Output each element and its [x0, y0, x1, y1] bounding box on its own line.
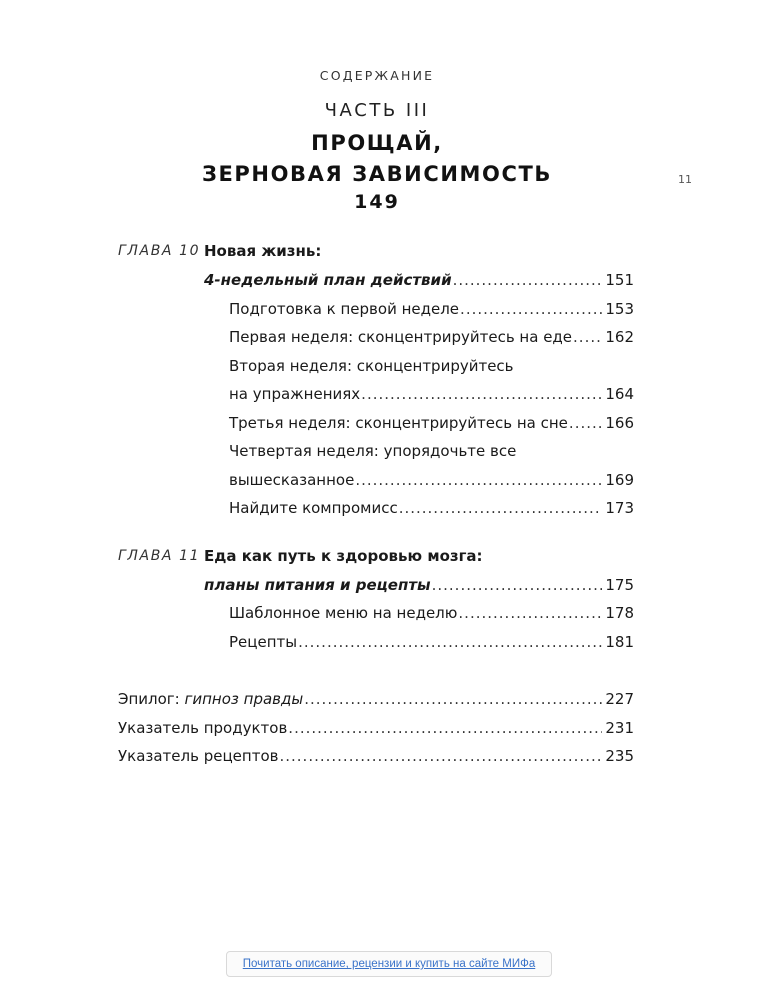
- chapter-10-heading[interactable]: [118, 237, 634, 266]
- section-title: вышесказанное: [229, 471, 355, 489]
- page-ref: 151: [605, 271, 634, 289]
- dot-leader: [304, 685, 602, 714]
- section-title: Третья неделя: сконцентрируйтесь на сне: [229, 414, 568, 432]
- page-ref: 169: [605, 471, 634, 489]
- page-ref: 178: [605, 604, 634, 622]
- section-title: Подготовка к первой неделе: [229, 300, 460, 318]
- dot-leader: [458, 599, 602, 628]
- toc-entry[interactable]: [118, 599, 634, 628]
- page-number: 11: [678, 173, 692, 186]
- toc-entry[interactable]: [118, 571, 634, 600]
- part-title-line-1: ПРОЩАЙ,: [311, 131, 443, 155]
- dot-leader: [573, 323, 602, 352]
- section-title: на упражнениях: [229, 385, 361, 403]
- chapter-label: ГЛАВА 10: [118, 243, 201, 259]
- toc-entry[interactable]: [118, 409, 634, 438]
- entry-title: [118, 685, 303, 714]
- chapter-subtitle: планы питания и рецепты: [204, 576, 431, 594]
- toc-entry[interactable]: [118, 266, 634, 295]
- toc-entry[interactable]: [118, 628, 634, 657]
- dot-leader: [288, 714, 602, 743]
- entry-prefix: Эпилог:: [118, 690, 185, 708]
- entry-title-italic: гипноз правды: [184, 690, 304, 708]
- entry-title: Указатель продуктов: [118, 719, 288, 737]
- section-title: Первая неделя: сконцентрируйтесь на еде: [229, 328, 573, 346]
- toc-entry[interactable]: [118, 494, 634, 523]
- page-ref: 164: [605, 385, 634, 403]
- dot-leader: [279, 742, 602, 771]
- dot-leader: [361, 380, 602, 409]
- running-head: СОДЕРЖАНИЕ: [319, 68, 435, 83]
- entry-title: Указатель рецептов: [118, 747, 279, 765]
- chapter-11-heading[interactable]: [118, 542, 634, 571]
- chapter-subtitle: 4-недельный план действий: [204, 271, 452, 289]
- toc-entry-line[interactable]: [118, 437, 634, 466]
- toc-entry-line[interactable]: [118, 352, 634, 381]
- page-ref: 173: [605, 499, 634, 517]
- section-title: Рецепты: [229, 633, 298, 651]
- dot-leader: [399, 494, 603, 523]
- chapter-title: Новая жизнь:: [204, 242, 322, 260]
- mif-store-link[interactable]: Почитать описание, рецензии и купить на сайте МИФа: [226, 951, 552, 977]
- toc-entry-epilogue[interactable]: [118, 685, 634, 714]
- dot-leader: [460, 295, 602, 324]
- section-title-line-1: Четвертая неделя: упорядочьте все: [229, 442, 517, 460]
- part-title: [0, 128, 754, 190]
- section-title: Найдите компромисс: [229, 499, 398, 517]
- dot-leader: [569, 409, 602, 438]
- part-page-number: 149: [354, 191, 400, 213]
- part-title-line-2: ЗЕРНОВАЯ ЗАВИСИМОСТЬ: [201, 162, 553, 186]
- chapter-label: ГЛАВА 11: [118, 548, 201, 564]
- toc-entry-product-index[interactable]: [118, 714, 634, 743]
- part-label: ЧАСТЬ III: [324, 100, 430, 121]
- dot-leader: [298, 628, 602, 657]
- toc-entry[interactable]: [118, 323, 634, 352]
- page-ref: 175: [605, 576, 634, 594]
- section-title: Шаблонное меню на неделю: [229, 604, 458, 622]
- page-ref: 235: [605, 747, 634, 765]
- toc-entry[interactable]: [118, 295, 634, 324]
- page-ref: 162: [605, 328, 634, 346]
- toc-entry[interactable]: [118, 380, 634, 409]
- section-title-line-1: Вторая неделя: сконцентрируйтесь: [229, 357, 514, 375]
- chapter-title: Еда как путь к здоровью мозга:: [204, 547, 483, 565]
- page-ref: 166: [605, 414, 634, 432]
- toc-entry-recipe-index[interactable]: [118, 742, 634, 771]
- toc-entry[interactable]: [118, 466, 634, 495]
- dot-leader: [453, 266, 603, 295]
- page-ref: 181: [605, 633, 634, 651]
- page-ref: 231: [605, 719, 634, 737]
- dot-leader: [355, 466, 602, 495]
- page-ref: 227: [605, 690, 634, 708]
- page-ref: 153: [605, 300, 634, 318]
- dot-leader: [432, 571, 603, 600]
